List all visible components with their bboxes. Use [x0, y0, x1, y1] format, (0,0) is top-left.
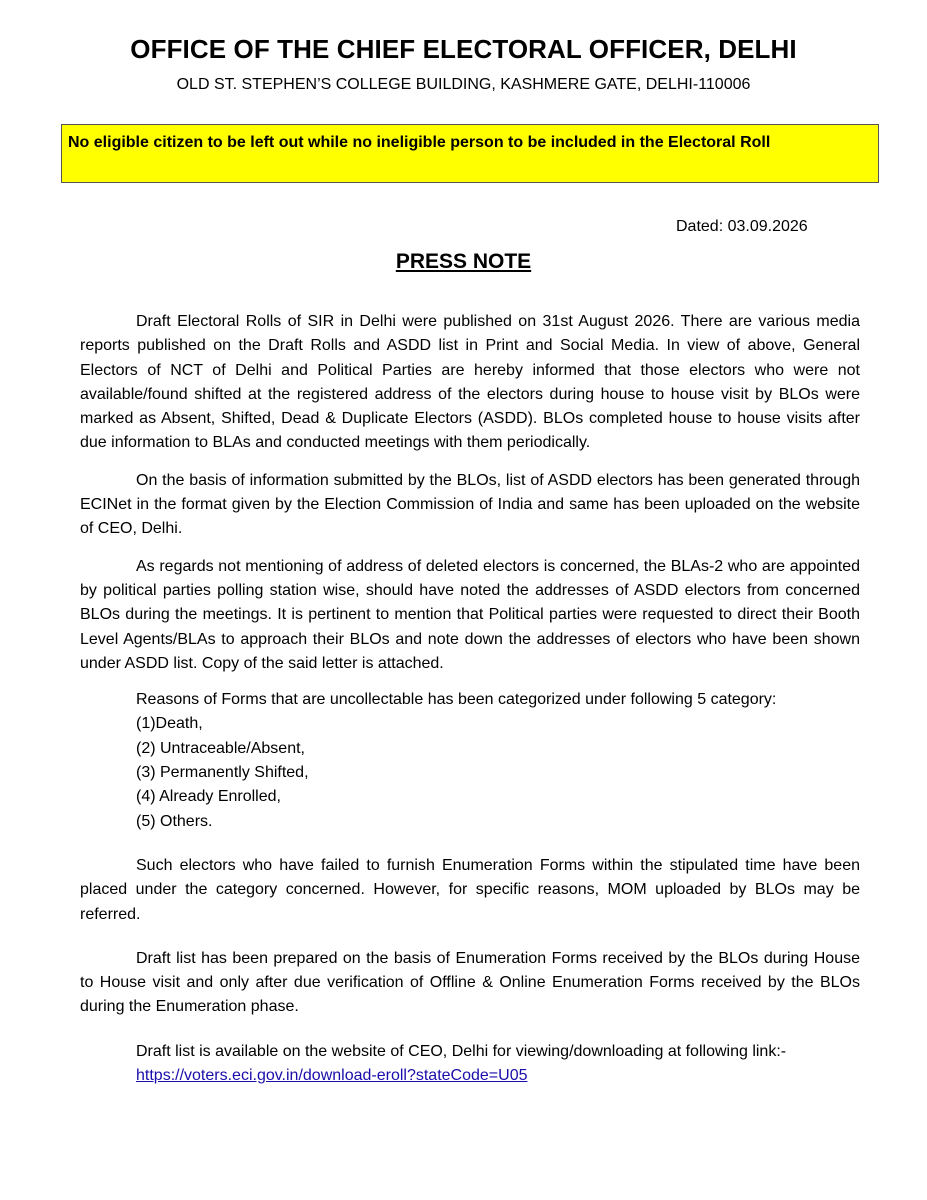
link-line — [80, 1064, 860, 1088]
paragraph-3: As regards not mentioning of address of deleted electors is concerned, the BLAs-2 who are appointed by political parties polling station wise, should have noted the addresses of ASDD electors from concerned BLOs during the meetings. It is pertinent to mention that Political parties were requested to direct their Booth Level Agents/BLAs to approach their BLOs and note down the addresses of electors who have been shown under ASDD list. Copy of the said letter is attached. — [80, 557, 860, 672]
office-address: OLD ST. STEPHEN’S COLLEGE BUILDING, KASHMERE GATE, DELHI-110006 — [176, 76, 751, 93]
list-item: (3) Permanently Shifted, — [136, 764, 309, 782]
paragraph-1: Draft Electoral Rolls of SIR in Delhi were published on 31st August 2026. There are various media reports published on the Draft Rolls and ASDD list in Print and Social Media. In view of above, General Electors of NCT of Delhi and Political Parties are hereby informed that those electors who were not available/found shifted at the registered address of the electors during house to house visit by BLOs were marked as Absent, Shifted, Dead & Duplicate Electors (ASDD). BLOs completed house to house visits after due information to BLAs and conducted meetings with them periodically. — [80, 313, 860, 452]
list-item: (4) Already Enrolled, — [136, 788, 281, 806]
paragraph-6: Draft list is available on the website of CEO, Delhi for viewing/downloading at following link:- — [136, 1042, 787, 1060]
paragraph-2: On the basis of information submitted by the BLOs, list of ASDD electors has been generated through ECINet in the format given by the Election Commission of India and same has been uploaded on the website of CEO, Delhi. — [80, 471, 860, 538]
paragraph-5: Draft list has been prepared on the basis of Enumeration Forms received by the BLOs during House to House visit and only after due verification of Offline & Online Enumeration Forms received by the BLOs during the Enumeration phase. — [80, 949, 860, 1016]
reasons-intro: Reasons of Forms that are uncollectable has been categorized under following 5 category: — [136, 691, 777, 709]
paragraph-4: Such electors who have failed to furnish Enumeration Forms within the stipulated time have been placed under the category concerned. However, for specific reasons, MOM uploaded by BLOs may be referred. — [80, 856, 860, 923]
motto-banner: No eligible citizen to be left out while no ineligible person to be included in the Electoral Roll — [61, 124, 879, 183]
date-line: Dated: 03.09.2026 — [676, 218, 808, 235]
list-item: (2) Untraceable/Absent, — [136, 739, 305, 757]
list-item: (5) Others. — [136, 812, 213, 830]
press-note-body — [80, 310, 860, 1088]
eroll-download-link[interactable]: https://voters.eci.gov.in/download-eroll?stateCode=U05 — [136, 1067, 528, 1085]
list-item: (1)Death, — [136, 715, 203, 733]
reasons-list — [80, 688, 860, 834]
press-note-heading: PRESS NOTE — [395, 250, 532, 273]
office-title: OFFICE OF THE CHIEF ELECTORAL OFFICER, DELHI — [130, 34, 797, 64]
